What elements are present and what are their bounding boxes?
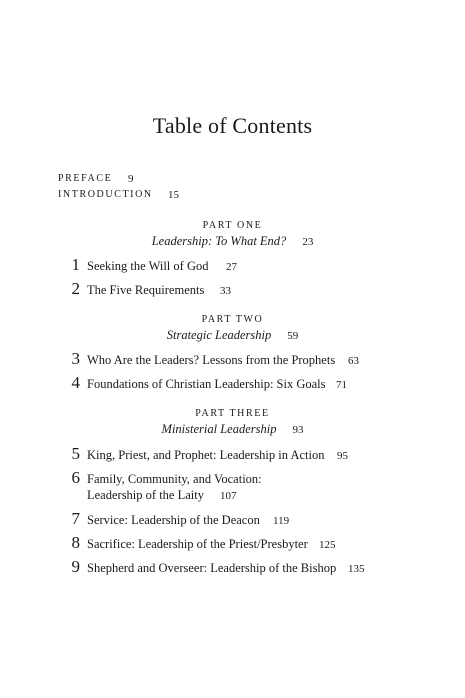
chapter-page: 63 — [348, 355, 359, 367]
chapter-title: Foundations of Christian Leadership: Six Goals — [87, 377, 326, 391]
front-matter-label: INTRODUCTION — [58, 189, 153, 200]
page-title: Table of Contents — [152, 113, 313, 138]
chapter-page: 107 — [220, 490, 237, 502]
chapter-number: 1 — [71, 255, 80, 274]
chapter-title: Family, Community, and Vocation: — [87, 472, 262, 486]
chapter-page: 119 — [273, 515, 290, 527]
part-title-text: Ministerial Leadership — [161, 422, 277, 436]
part-title — [0, 422, 465, 437]
part-title-text: Strategic Leadership — [166, 328, 272, 342]
chapter-title: Shepherd and Overseer: Leadership of the Bishop — [87, 561, 337, 575]
chapter-page: 33 — [220, 285, 231, 297]
chapter-title-line2: Leadership of the Laity — [87, 488, 204, 502]
chapter-number: 3 — [71, 349, 80, 368]
part-page: 23 — [302, 236, 314, 248]
chapter-title: Seeking the Will of God — [87, 259, 209, 273]
part-title — [0, 328, 465, 343]
chapter-number: 2 — [71, 279, 80, 298]
chapter-page: 135 — [348, 563, 365, 575]
chapter-title: Service: Leadership of the Deacon — [87, 513, 260, 527]
chapter-title: Who Are the Leaders? Lessons from the Prophets — [87, 353, 336, 367]
chapter-page: 71 — [336, 379, 347, 391]
chapter-number: 8 — [71, 533, 80, 552]
chapter-title: Sacrifice: Leadership of the Priest/Presbyter — [87, 537, 308, 551]
front-matter-label: PREFACE — [58, 173, 113, 184]
part-label: PART THREE — [195, 408, 270, 419]
chapter-page: 125 — [319, 539, 336, 551]
chapter-page: 27 — [226, 261, 237, 273]
front-matter-preface — [58, 173, 134, 185]
front-matter-introduction — [58, 189, 179, 201]
chapter-number: 7 — [71, 509, 80, 528]
chapter-number: 5 — [71, 444, 80, 463]
part-title-text: Leadership: To What End? — [151, 234, 287, 248]
chapter-number: 9 — [71, 557, 80, 576]
chapter-number: 6 — [71, 468, 80, 487]
part-page: 59 — [287, 330, 299, 342]
part-label: PART TWO — [201, 314, 264, 325]
chapter-page: 95 — [337, 450, 348, 462]
chapter-title: King, Priest, and Prophet: Leadership in Action — [87, 448, 325, 462]
part-page: 93 — [292, 424, 304, 436]
chapter-number: 4 — [71, 373, 80, 392]
part-title — [0, 234, 465, 249]
chapter-title: The Five Requirements — [87, 283, 205, 297]
front-matter-page: 9 — [128, 173, 134, 185]
front-matter-page: 15 — [168, 189, 179, 201]
part-label: PART ONE — [202, 220, 263, 231]
